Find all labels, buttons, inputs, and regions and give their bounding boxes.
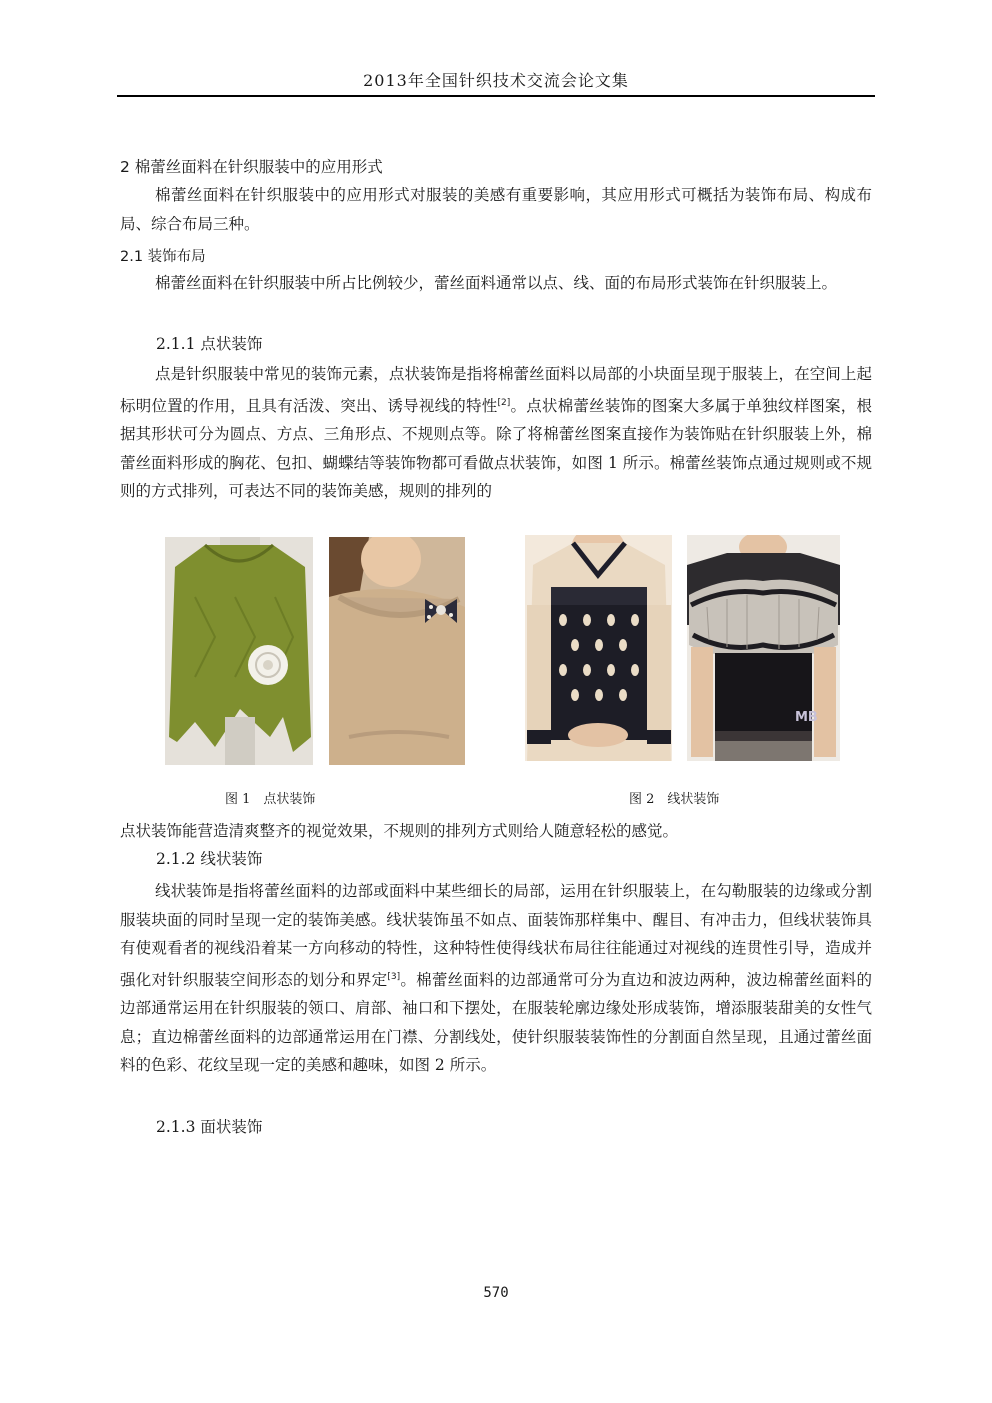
figure-2-photo-ruffled-lace-top (687, 535, 840, 761)
figure-2-caption: 图 2 线状装饰 (629, 792, 720, 807)
running-header: 2013年全国针织技术交流会论文集 (363, 71, 629, 90)
subsection-heading-2-1-3: 2.1.3 面状装饰 (156, 1118, 263, 1136)
subsection-2-1-1-paragraph: 点是针织服装中常见的装饰元素，点状装饰是指将棉蕾丝面料以局部的小块面呈现于服装上，在空间上起标明位置的作用，且具有活泼、突出、诱导视线的特性[2]。点状棉蕾丝装饰的图案大多属于单独纹样图案，根据其形状可分为圆点、方点、三角形点、不规则点等。除了将棉蕾丝图案直接作为装饰贴在针织服装上外，棉蕾丝面料形成的胸花、包扣、蝴蝶结等装饰物都可看做点状装饰，如图 1 所示。棉蕾丝装饰点通过规则或不规则的方式排列，可表达不同的装饰美感，规则的排列的 (120, 365, 872, 501)
figure-2-photo-polka-dot-sweater (525, 535, 672, 761)
subsection-2-1-paragraph: 棉蕾丝面料在针织服装中所占比例较少，蕾丝面料通常以点、线、面的布局形式装饰在针织服装上。 (155, 274, 838, 292)
reference-3: [3] (387, 971, 401, 982)
section-intro: 棉蕾丝面料在针织服装中的应用形式对服装的美感有重要影响，其应用形式可概括为装饰布局、构成布局、综合布局三种。 (120, 186, 872, 233)
subsection-2-1-1-continuation: 点状装饰能营造清爽整齐的视觉效果，不规则的排列方式则给人随意轻松的感觉。 (120, 822, 679, 840)
figure-1-caption: 图 1 点状装饰 (225, 792, 316, 807)
figure-1-photo-green-sweater (165, 537, 313, 765)
page-number: 570 (483, 1285, 509, 1301)
header-rule (117, 95, 875, 97)
figure-1-photo-beige-sweater (329, 537, 465, 765)
subsection-heading-2-1: 2.1 装饰布局 (120, 249, 206, 265)
subsection-heading-2-1-2: 2.1.2 线状装饰 (156, 850, 263, 868)
section-heading: 2 棉蕾丝面料在针织服装中的应用形式 (120, 158, 383, 176)
photo-watermark: MB (795, 710, 818, 725)
subsection-2-1-2-paragraph: 线状装饰是指将蕾丝面料的边部或面料中某些细长的局部，运用在针织服装上，在勾勒服装的边缘或分割服装块面的同时呈现一定的装饰美感。线状装饰虽不如点、面装饰那样集中、醒目、有冲击力，但线状装饰具有使观看者的视线沿着某一方向移动的特性，这种特性使得线状布局往往能通过对视线的连贯性引导，造成并强化对针织服装空间形态的划分和界定[3]。棉蕾丝面料的边部通常可分为直边和波边两种，波边棉蕾丝面料的边部通常运用在针织服装的领口、肩部、袖口和下摆处，在服装轮廓边缘处形成装饰，增添服装甜美的女性气息；直边棉蕾丝面料的边部通常运用在门襟、分割线处，使针织服装装饰性的分割面自然呈现，且通过蕾丝面料的色彩、花纹呈现一定的美感和趣味，如图 2 所示。 (120, 882, 872, 1075)
subsection-heading-2-1-1: 2.1.1 点状装饰 (156, 335, 263, 353)
reference-2: [2] (497, 397, 511, 408)
